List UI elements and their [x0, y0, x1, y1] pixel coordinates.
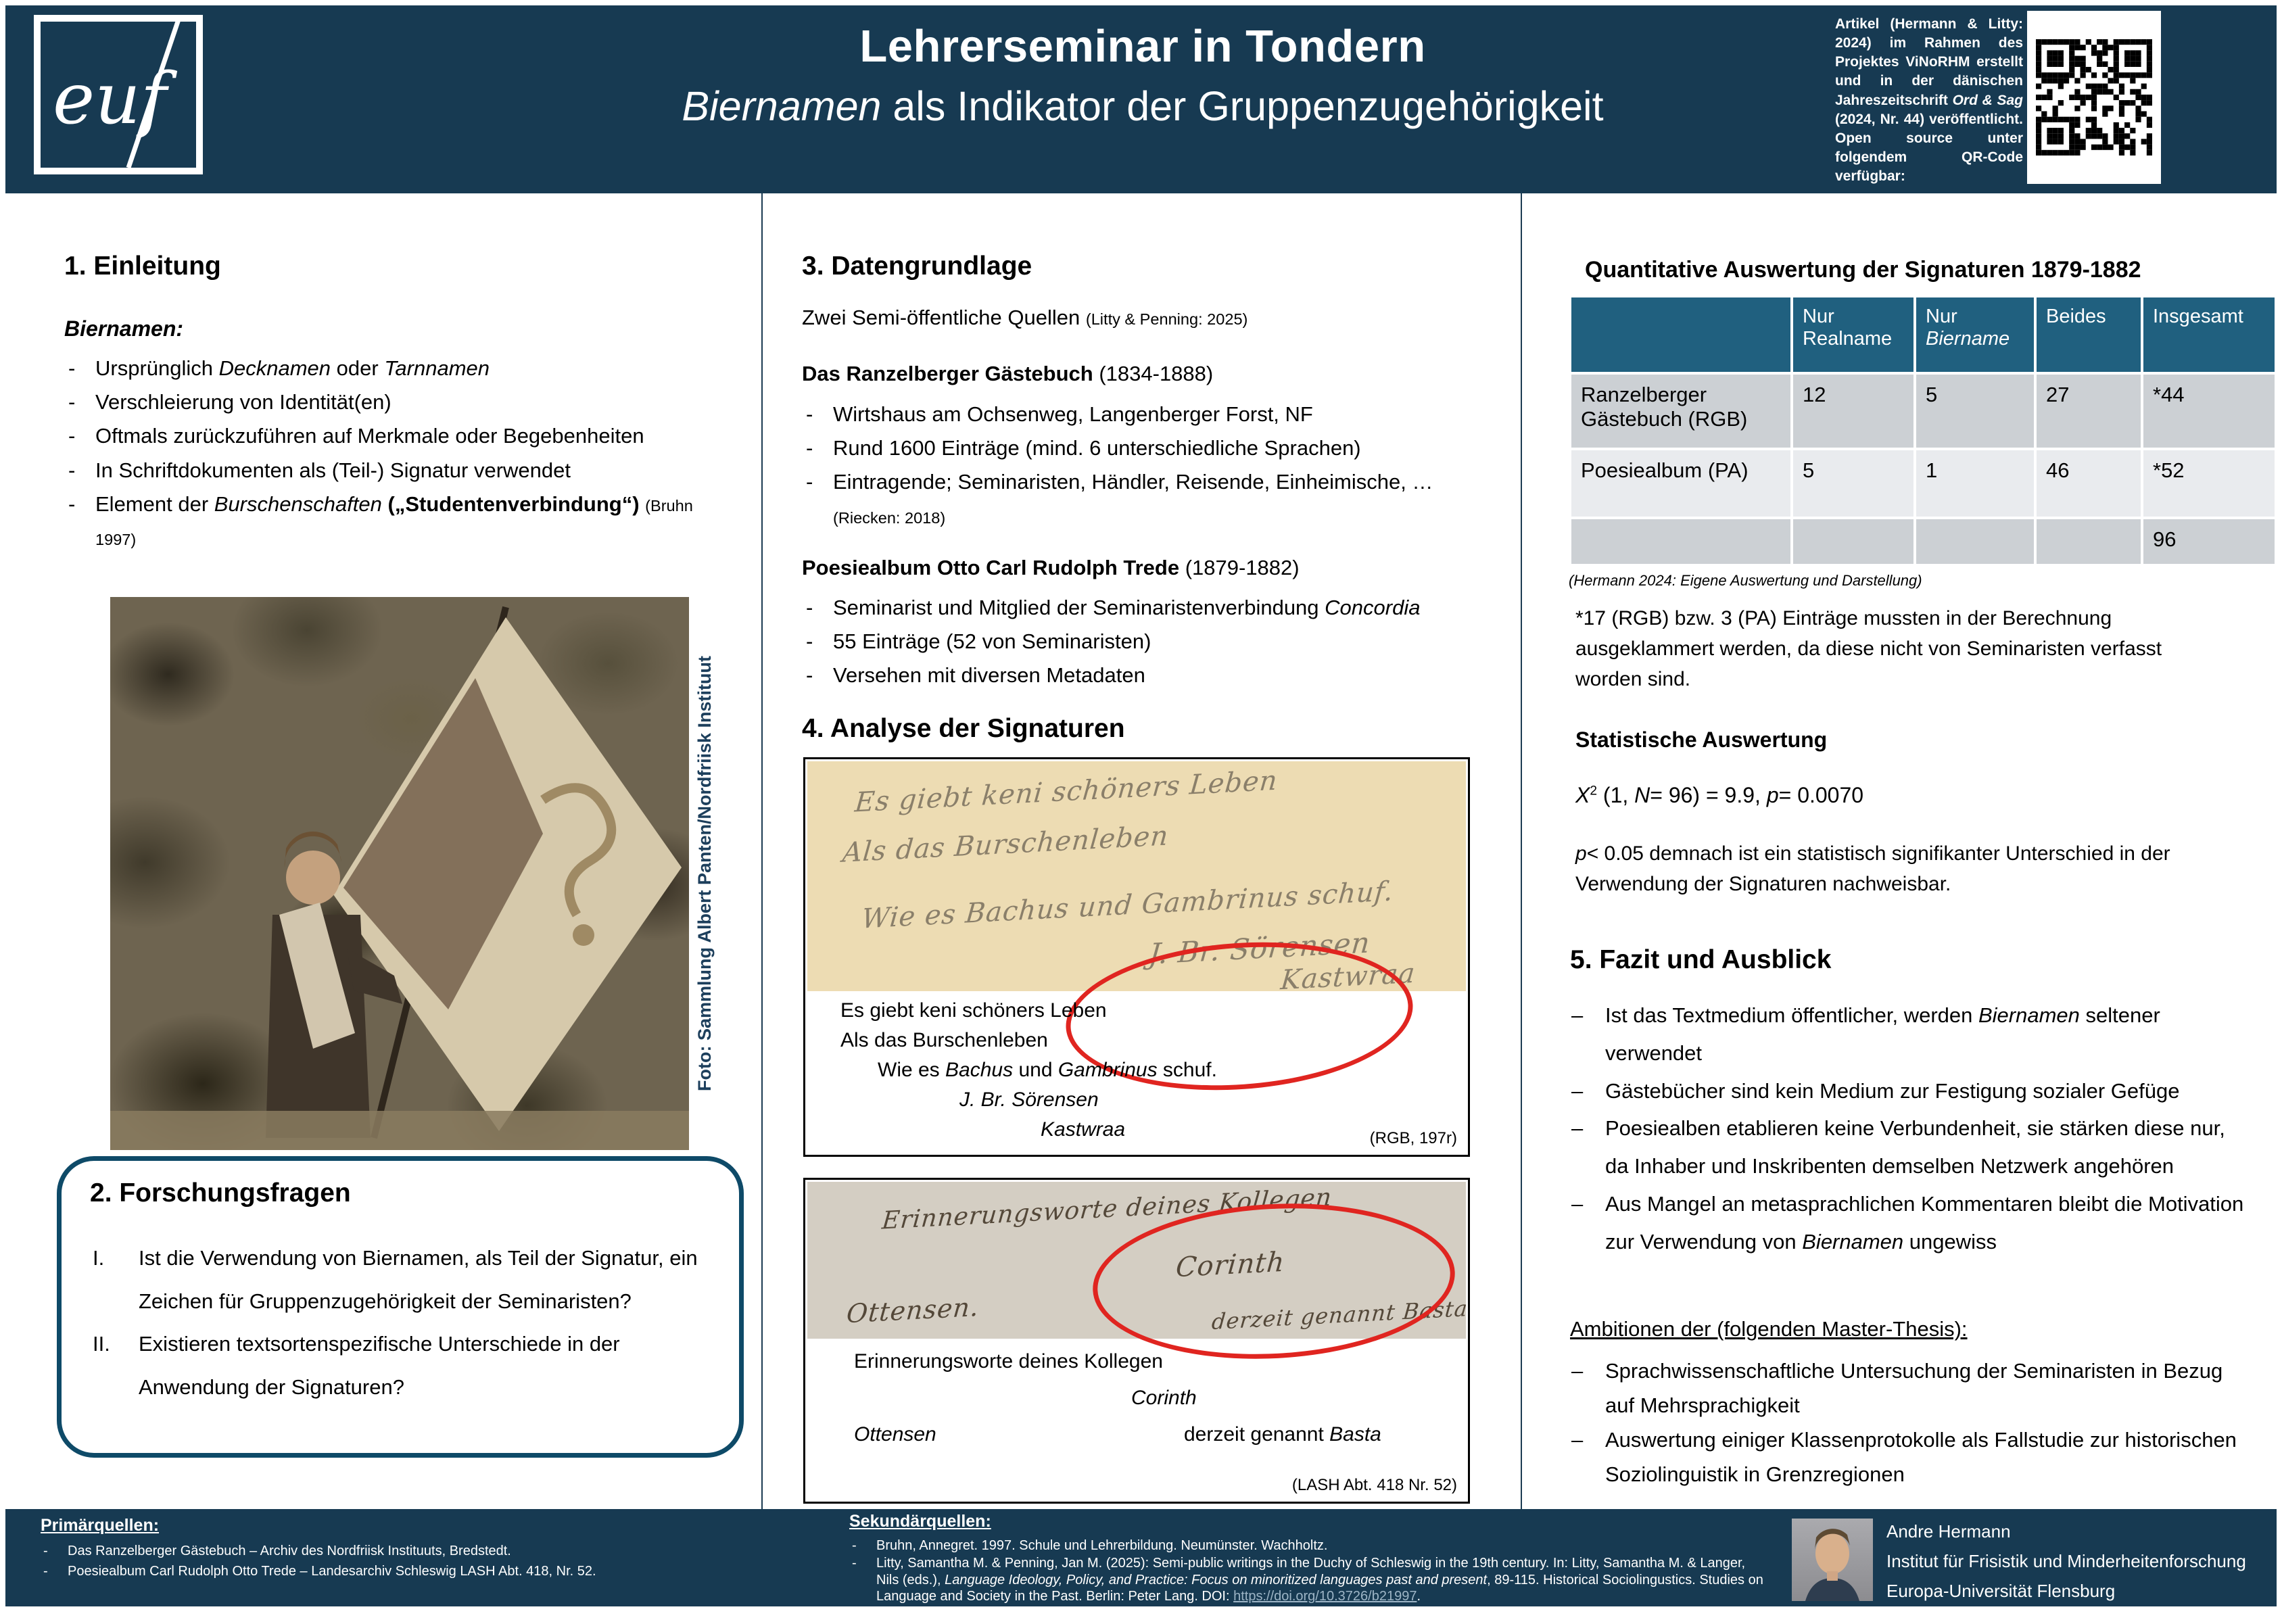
- handwriting-line: Es giebt keni schöners Leben: [853, 765, 1279, 819]
- transcription-line: Als das Burschenleben: [840, 1029, 1048, 1051]
- handwriting-line: Erinnerungsworte deines Kollegen: [880, 1183, 1333, 1235]
- table-title: Quantitative Auswertung der Signaturen 1879-1882: [1585, 257, 2141, 283]
- stat-formula: $X^2$ (1, N= 96) = 9.9, p= 0.0070: [1575, 783, 1864, 807]
- list-item: - Element der Burschenschaften („Studentenverbindung“) (Bruhn 1997): [64, 487, 707, 555]
- list-item: – Ist das Textmedium öffentlicher, werden Biernamen seltener verwendet: [1570, 997, 2253, 1072]
- euf-logo: [34, 15, 203, 174]
- datengrundlage-lead: Zwei Semi-öffentliche Quellen (Litty & Penning: 2025): [802, 306, 1248, 329]
- biernamen-label: Biernamen:: [64, 316, 184, 341]
- forschungsfragen-box: [57, 1156, 744, 1458]
- list-item: – Poesiealben etablieren keine Verbundenheit, sie stärken diese nur, da Inhaber und Inskribenten demselben Netzwerk angehören: [1570, 1109, 2253, 1185]
- list-item: II. Existieren textsortenspezifische Unterschiede in der Anwendung der Signaturen?: [90, 1322, 705, 1408]
- handwriting-line: Als das Burschenleben: [841, 820, 1170, 869]
- stat-conclusion: p< 0.05 demnach ist ein statistisch signifikanter Unterschied in der Verwendung der Signaturen nachweisbar.: [1575, 842, 2170, 895]
- author-avatar-icon: [1792, 1519, 1873, 1601]
- list-marker: I.: [93, 1246, 105, 1270]
- list-item: - Wirtshaus am Ochsenweg, Langenberger Forst, NF: [802, 398, 1471, 431]
- source1-title: Das Ranzelberger Gästebuch (1834-1888): [802, 362, 1214, 385]
- handwriting-scan: [807, 761, 1466, 997]
- list-item: - Oftmals zurückzuführen auf Merkmale oder Begebenheiten: [64, 419, 707, 453]
- section-heading-analyse: 4. Analyse der Signaturen: [802, 714, 1125, 743]
- table-header-cell: [1571, 297, 1790, 372]
- table-cell: Ranzelberger Gästebuch (RGB): [1571, 375, 1790, 448]
- transcription-line: J. Br. Sörensen: [959, 1089, 1099, 1111]
- section-heading-fazit: 5. Fazit und Ausblick: [1570, 945, 1832, 974]
- transcription-line: Es giebt keni schöners Leben: [840, 999, 1107, 1022]
- section-heading-einleitung: 1. Einleitung: [64, 252, 221, 281]
- table-cell: Poesiealbum (PA): [1571, 450, 1790, 517]
- author-university: Europa-Universität Flensburg: [1886, 1581, 2116, 1601]
- flag-photo: [110, 597, 720, 1150]
- list-item: - Riecken, Claas (2018). „Bei Peter haben wir Nachtquartier“. Nordfriesland 204. 24-27.: [849, 1606, 1769, 1623]
- transcription-line: Kastwraa: [1041, 1118, 1126, 1141]
- table-caption: (Hermann 2024: Eigene Auswertung und Darstellung): [1569, 572, 1922, 589]
- figure-rgb-scan: [803, 757, 1470, 1157]
- table-header-cell: Insgesamt: [2143, 297, 2275, 372]
- table-header-cell: Nur Biername: [1916, 297, 2034, 372]
- handwriting-line: Ottensen.: [845, 1291, 981, 1329]
- table-cell: 1: [1916, 450, 2034, 517]
- secondary-sources-heading: Sekundärquellen:: [849, 1512, 991, 1531]
- svg-text:euf: euf: [53, 57, 167, 140]
- source2-list: [802, 591, 1471, 693]
- table-cell: [2037, 519, 2141, 564]
- list-item: - Bruhn, Annegret. 1997. Schule und Lehrerbildung. Neumünster. Wachholtz.: [849, 1537, 1769, 1554]
- table-cell: 46: [2037, 450, 2141, 517]
- figure-lash-scan: [803, 1178, 1470, 1504]
- table-row: [1571, 450, 2275, 517]
- table-cell: [1571, 519, 1790, 564]
- table-cell: 5: [1916, 375, 2034, 448]
- table-cell: *44: [2143, 375, 2275, 448]
- list-item: - Verschleierung von Identität(en): [64, 385, 707, 419]
- transcription-line: Corinth: [1131, 1387, 1197, 1409]
- column-divider: [1521, 193, 1522, 1509]
- table-note: *17 (RGB) bzw. 3 (PA) Einträge mussten in der Berechnung ausgeklammert werden, da diese nicht von Seminaristen verfasst worden sind.: [1575, 607, 2162, 690]
- author-institute: Institut für Frisistik und Minderheitenforschung: [1886, 1551, 2246, 1571]
- list-item: - Eintragende; Seminaristen, Händler, Reisende, Einheimische, …(Riecken: 2018): [802, 465, 1471, 533]
- list-item: – Auswertung einiger Klassenprotokolle als Fallstudie zur historischen Soziolinguistik in Grenzregionen: [1570, 1423, 2253, 1491]
- flag-photo-illustration: [110, 597, 689, 1150]
- article-note: Artikel (Hermann & Litty: 2024) im Rahmen des Projektes ViNoRHM erstellt und in der dänischen Jahreszeitschrift Ord & Sag (2024, Nr. 44) veröffentlicht. Open source unter folgendem QR-Code verfügbar:: [1835, 16, 2023, 184]
- secondary-sources-list: [849, 1537, 1769, 1624]
- table-cell: [1793, 519, 1913, 564]
- list-item: - Das Ranzelberger Gästebuch – Archiv des Nordfriisk Instituuts, Bredstedt.: [41, 1543, 784, 1559]
- table-cell: *52: [2143, 450, 2275, 517]
- table-header-cell: Nur Realname: [1793, 297, 1913, 372]
- footer-banner: [5, 1509, 2277, 1622]
- photo-caption: Foto: Sammlung Albert Panten/Nordfriisk Instituut: [689, 597, 720, 1150]
- handwriting-signature: J. Br. Sörensen: [1147, 926, 1372, 971]
- flag-photo-image: [110, 597, 689, 1150]
- list-item: - In Schriftdokumenten als (Teil-) Signatur verwendet: [64, 454, 707, 487]
- signature-table: [1569, 295, 2277, 567]
- qr-code: [2027, 11, 2161, 184]
- figure-source: (RGB, 197r): [1369, 1129, 1457, 1147]
- table-cell: 27: [2037, 375, 2141, 448]
- table-cell: 12: [1793, 375, 1913, 448]
- section-heading-forschungsfragen: 2. Forschungsfragen: [90, 1178, 351, 1208]
- list-item: – Aus Mangel an metasprachlichen Kommentaren bleibt die Motivation zur Verwendung von Biernamen ungewiss: [1570, 1185, 2253, 1261]
- transcription-line: Ottensen: [854, 1423, 936, 1446]
- transcription-line: derzeit genannt Basta: [1184, 1423, 1381, 1446]
- table-row: [1571, 519, 2275, 564]
- handwriting-line: Wie es Bachus und Gambrinus schuf.: [860, 876, 1395, 935]
- list-item[interactable]: - Litty, Samantha M. & Penning, Jan M. (2025): Semi-public writings in the Duchy of Schleswig in the 19th century. In: Litty, Samantha M. & Langer, Nils (eds.), Language Ideology, Policy, and Practice: Focus on minoritized languages past and present, 89-115. Historical Sociolingustics. Studies on Language and Society in the Past. Berlin: Peter Lang. DOI: https://doi.org/10.3726/b21997.: [849, 1555, 1769, 1604]
- author-name: Andre Hermann: [1886, 1521, 2011, 1542]
- primary-sources-list: [41, 1543, 784, 1584]
- table-cell: 96: [2143, 519, 2275, 564]
- header-banner: [5, 5, 2277, 193]
- transcription-line: Erinnerungsworte deines Kollegen: [854, 1350, 1163, 1372]
- section-heading-datengrundlage: 3. Datengrundlage: [802, 252, 1032, 281]
- list-item: - Ursprünglich Decknamen oder Tarnnamen: [64, 352, 707, 385]
- fazit-list: [1570, 997, 2253, 1261]
- qr-code-icon: [2036, 39, 2152, 156]
- list-item: – Gästebücher sind kein Medium zur Festigung sozialer Gefüge: [1570, 1072, 2253, 1110]
- figure-source: (LASH Abt. 418 Nr. 52): [1291, 1476, 1457, 1494]
- table-cell: [1916, 519, 2034, 564]
- list-item: - Rund 1600 Einträge (mind. 6 unterschiedliche Sprachen): [802, 431, 1471, 465]
- author-avatar: [1792, 1519, 1873, 1601]
- handwriting-signature: Kastwraa: [1279, 957, 1417, 997]
- list-item: - Versehen mit diversen Metadaten: [802, 659, 1471, 692]
- list-item: - Seminarist und Mitglied der Seminaristenverbindung Concordia: [802, 591, 1471, 625]
- list-item: I. Ist die Verwendung von Biernamen, als Teil der Signatur, ein Zeichen für Gruppenzugehörigkeit der Seminaristen?: [90, 1237, 705, 1322]
- source2-title: Poesiealbum Otto Carl Rudolph Trede (1879-1882): [802, 556, 1300, 579]
- stat-heading: Statistische Auswertung: [1575, 727, 1828, 752]
- primary-sources-heading: Primärquellen:: [41, 1516, 160, 1535]
- list-item: - 55 Einträge (52 von Seminaristen): [802, 625, 1471, 659]
- list-marker: II.: [93, 1332, 110, 1356]
- table-header-cell: Beides: [2037, 297, 2141, 372]
- table-header-row: [1571, 297, 2275, 372]
- forschungsfragen-list: [90, 1237, 705, 1408]
- list-item: - Poesiealbum Carl Rudolph Otto Trede – Landesarchiv Schleswig LASH Abt. 418, Nr. 52.: [41, 1563, 784, 1579]
- handwriting-line: derzeit genannt Basta: [1210, 1295, 1469, 1335]
- transcription-line: Wie es Bachus und Gambrinus schuf.: [878, 1059, 1217, 1081]
- ambitions-list: [1570, 1354, 2253, 1492]
- table-row: [1571, 375, 2275, 448]
- table-cell: 5: [1793, 450, 1913, 517]
- einleitung-list: [64, 352, 707, 555]
- poster-subtitle: Biernamen als Indikator der Gruppenzugehörigkeit: [682, 83, 1604, 129]
- poster-title: Lehrerseminar in Tondern: [859, 21, 1426, 72]
- handwriting-signature: Corinth: [1174, 1246, 1287, 1284]
- source1-list: [802, 398, 1471, 533]
- ambitions-heading: Ambitionen der (folgenden Master-Thesis):: [1570, 1317, 1968, 1341]
- list-item: – Sprachwissenschaftliche Untersuchung der Seminaristen in Bezug auf Mehrsprachigkeit: [1570, 1354, 2253, 1423]
- euf-logo-icon: [41, 22, 196, 168]
- column-divider: [761, 193, 763, 1509]
